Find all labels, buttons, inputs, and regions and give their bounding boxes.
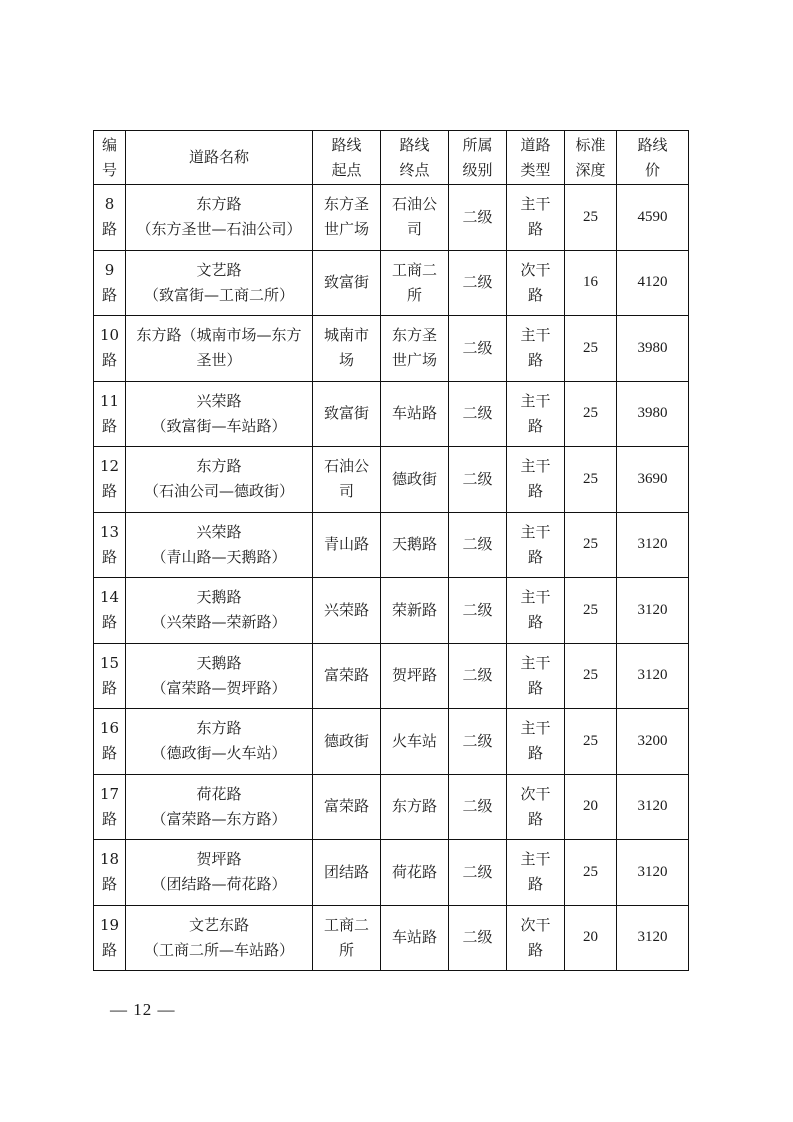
cell-start	[313, 578, 381, 644]
cell-end-line: 贺坪路	[391, 666, 437, 685]
header-road-name	[126, 131, 313, 185]
header-road-type	[507, 131, 565, 185]
cell-level: 二级	[449, 709, 507, 775]
cell-road-type-line: 路	[527, 547, 543, 566]
cell-start	[313, 643, 381, 709]
table-row	[94, 774, 689, 840]
cell-road-name	[126, 643, 313, 709]
cell-road-type-line: 主干	[520, 850, 551, 869]
cell-road-name-line: （兴荣路—荣新路）	[151, 613, 287, 632]
cell-road-type-line: 主干	[520, 391, 551, 410]
cell-end-line: 天鹅路	[391, 535, 437, 554]
cell-road-type-line: 路	[527, 809, 543, 828]
header-price	[617, 131, 689, 185]
cell-end-line: 世广场	[391, 351, 437, 370]
header-depth-line: 标准	[575, 135, 606, 154]
cell-end-line: 工商二	[391, 260, 437, 279]
cell-road-name-line: （东方圣世—石油公司）	[136, 220, 302, 239]
header-depth-line: 深度	[575, 160, 606, 179]
header-road-name-line: 道路名称	[188, 148, 249, 166]
cell-end	[381, 643, 449, 709]
cell-price: 3120	[617, 512, 689, 578]
cell-start	[313, 381, 381, 447]
cell-price: 3120	[617, 578, 689, 644]
cell-level: 二级	[449, 250, 507, 316]
cell-depth: 20	[565, 774, 617, 840]
cell-end-line: 车站路	[391, 928, 437, 947]
cell-level: 二级	[449, 512, 507, 578]
cell-start	[313, 250, 381, 316]
cell-end-line: 荣新路	[391, 600, 437, 619]
header-road-type-line: 类型	[520, 160, 551, 179]
cell-number-line: 11	[99, 391, 120, 410]
cell-road-name-line: （青山路—天鹅路）	[151, 547, 287, 566]
cell-road-type-line: 路	[527, 613, 543, 632]
table-row	[94, 381, 689, 447]
cell-road-type-line: 次干	[520, 260, 551, 279]
cell-number-line: 13	[99, 522, 120, 541]
header-price-line: 价	[644, 160, 660, 179]
cell-level: 二级	[449, 774, 507, 840]
table-row	[94, 643, 689, 709]
cell-end-line: 石油公	[391, 195, 437, 214]
header-end-line: 终点	[399, 160, 430, 179]
cell-road-name-line: （致富街—工商二所）	[143, 285, 294, 304]
cell-start	[313, 709, 381, 775]
cell-level: 二级	[449, 905, 507, 971]
cell-depth: 25	[565, 447, 617, 513]
cell-start-line: 团结路	[323, 862, 369, 881]
cell-end	[381, 512, 449, 578]
cell-start	[313, 774, 381, 840]
cell-price: 3120	[617, 905, 689, 971]
cell-level: 二级	[449, 381, 507, 447]
cell-road-type	[507, 709, 565, 775]
cell-start-line: 致富街	[323, 273, 369, 292]
cell-level: 二级	[449, 643, 507, 709]
cell-road-name-line: 东方路	[196, 457, 242, 476]
header-number	[94, 131, 126, 185]
cell-depth: 25	[565, 643, 617, 709]
cell-start	[313, 512, 381, 578]
cell-level: 二级	[449, 185, 507, 251]
cell-level: 二级	[449, 447, 507, 513]
cell-number-line: 9	[104, 260, 115, 279]
cell-road-type-line: 主干	[520, 588, 551, 607]
cell-price: 3980	[617, 381, 689, 447]
cell-end-line: 火车站	[391, 731, 437, 750]
cell-road-type-line: 路	[527, 351, 543, 370]
cell-depth: 20	[565, 905, 617, 971]
cell-number	[94, 250, 126, 316]
cell-road-name	[126, 840, 313, 906]
header-level-line: 级别	[462, 160, 493, 179]
header-depth	[565, 131, 617, 185]
table-row	[94, 185, 689, 251]
cell-end-line: 德政街	[391, 469, 437, 488]
cell-number-line: 12	[99, 457, 120, 476]
cell-price: 3120	[617, 643, 689, 709]
cell-road-name-line: 圣世）	[196, 351, 242, 370]
cell-road-name	[126, 905, 313, 971]
cell-start-line: 场	[338, 351, 354, 370]
cell-depth: 25	[565, 578, 617, 644]
cell-start-line: 所	[338, 940, 354, 959]
table-header-row	[94, 131, 689, 185]
cell-level: 二级	[449, 316, 507, 382]
cell-road-name-line: （德政街—火车站）	[151, 744, 287, 763]
cell-start-line: 石油公	[323, 457, 369, 476]
cell-price: 4120	[617, 250, 689, 316]
cell-start	[313, 905, 381, 971]
cell-road-type-line: 主干	[520, 457, 551, 476]
header-level	[449, 131, 507, 185]
header-road-type-line: 道路	[520, 135, 551, 154]
cell-number-line: 路	[101, 547, 117, 566]
cell-number-line: 8	[104, 195, 115, 214]
cell-road-type	[507, 578, 565, 644]
cell-start-line: 青山路	[323, 535, 369, 554]
cell-road-name-line: 兴荣路	[196, 391, 242, 410]
cell-start-line: 富荣路	[323, 797, 369, 816]
cell-end	[381, 447, 449, 513]
header-price-line: 路线	[637, 135, 668, 154]
cell-depth: 25	[565, 512, 617, 578]
cell-road-type-line: 主干	[520, 195, 551, 214]
cell-end	[381, 905, 449, 971]
cell-price: 3690	[617, 447, 689, 513]
cell-number-line: 17	[99, 784, 120, 803]
cell-road-type-line: 路	[527, 744, 543, 763]
cell-road-type	[507, 185, 565, 251]
cell-number	[94, 381, 126, 447]
cell-road-name	[126, 512, 313, 578]
cell-number	[94, 643, 126, 709]
cell-road-name-line: 兴荣路	[196, 522, 242, 541]
table-row	[94, 316, 689, 382]
cell-number	[94, 578, 126, 644]
cell-road-name-line: （富荣路—东方路）	[151, 809, 287, 828]
table-body	[94, 185, 689, 971]
header-start-line: 起点	[331, 160, 362, 179]
cell-end-line: 所	[406, 285, 422, 304]
cell-road-type	[507, 840, 565, 906]
cell-road-name-line: 贺坪路	[196, 850, 242, 869]
cell-number	[94, 316, 126, 382]
cell-number-line: 路	[101, 809, 117, 828]
cell-road-type-line: 路	[527, 416, 543, 435]
header-number-line: 编	[101, 135, 117, 154]
cell-number-line: 路	[101, 416, 117, 435]
cell-road-name	[126, 381, 313, 447]
cell-depth: 25	[565, 316, 617, 382]
cell-road-name	[126, 709, 313, 775]
cell-end-line: 司	[406, 220, 422, 239]
header-end-line: 路线	[399, 135, 430, 154]
cell-start-line: 富荣路	[323, 666, 369, 685]
cell-end	[381, 250, 449, 316]
cell-start-line: 工商二	[323, 915, 369, 934]
cell-road-type-line: 路	[527, 220, 543, 239]
table-row	[94, 447, 689, 513]
road-price-table	[93, 130, 689, 971]
header-number-line: 号	[101, 160, 117, 179]
cell-level: 二级	[449, 578, 507, 644]
cell-road-type-line: 路	[527, 482, 543, 501]
cell-road-name-line: 天鹅路	[196, 653, 242, 672]
cell-road-type-line: 主干	[520, 326, 551, 345]
cell-road-type-line: 路	[527, 285, 543, 304]
cell-number-line: 16	[99, 719, 120, 738]
cell-road-type	[507, 447, 565, 513]
table-row	[94, 578, 689, 644]
cell-end	[381, 381, 449, 447]
table-row	[94, 512, 689, 578]
cell-start	[313, 447, 381, 513]
cell-end	[381, 774, 449, 840]
cell-number	[94, 840, 126, 906]
cell-end	[381, 709, 449, 775]
cell-number-line: 18	[99, 850, 120, 869]
cell-number-line: 15	[99, 653, 120, 672]
cell-start-line: 东方圣	[323, 195, 369, 214]
header-start-line: 路线	[331, 135, 362, 154]
cell-road-type	[507, 250, 565, 316]
cell-number-line: 路	[101, 482, 117, 501]
cell-level: 二级	[449, 840, 507, 906]
cell-road-name-line: 荷花路	[196, 784, 242, 803]
cell-road-name-line: 文艺东路	[188, 915, 249, 934]
header-start	[313, 131, 381, 185]
cell-price: 3120	[617, 774, 689, 840]
table-row	[94, 250, 689, 316]
cell-number-line: 路	[101, 220, 117, 239]
table-row	[94, 840, 689, 906]
cell-road-type	[507, 905, 565, 971]
header-level-line: 所属	[462, 135, 493, 154]
cell-road-type	[507, 643, 565, 709]
cell-road-type-line: 路	[527, 940, 543, 959]
cell-road-name-line: 东方路（城南市场—东方	[136, 326, 302, 345]
cell-road-type-line: 主干	[520, 719, 551, 738]
cell-road-name	[126, 250, 313, 316]
cell-road-name	[126, 774, 313, 840]
cell-road-name	[126, 185, 313, 251]
cell-number-line: 路	[101, 285, 117, 304]
cell-depth: 25	[565, 381, 617, 447]
cell-road-name	[126, 447, 313, 513]
cell-road-type	[507, 512, 565, 578]
cell-number-line: 路	[101, 678, 117, 697]
cell-road-name-line: 东方路	[196, 195, 242, 214]
table-row	[94, 905, 689, 971]
cell-depth: 25	[565, 840, 617, 906]
cell-road-name-line: （致富街—车站路）	[151, 416, 287, 435]
cell-road-type-line: 路	[527, 678, 543, 697]
cell-end	[381, 316, 449, 382]
cell-number-line: 路	[101, 351, 117, 370]
cell-end	[381, 840, 449, 906]
cell-road-name-line: （团结路—荷花路）	[151, 875, 287, 894]
cell-price: 4590	[617, 185, 689, 251]
cell-road-type-line: 主干	[520, 522, 551, 541]
cell-number	[94, 447, 126, 513]
cell-road-type-line: 主干	[520, 653, 551, 672]
cell-depth: 25	[565, 185, 617, 251]
cell-start-line: 司	[338, 482, 354, 501]
cell-road-type	[507, 316, 565, 382]
cell-start	[313, 316, 381, 382]
cell-number-line: 路	[101, 744, 117, 763]
cell-number	[94, 709, 126, 775]
cell-road-name-line: 天鹅路	[196, 588, 242, 607]
cell-number-line: 10	[99, 326, 120, 345]
cell-number	[94, 512, 126, 578]
cell-start-line: 德政街	[323, 731, 369, 750]
cell-road-name-line: （石油公司—德政街）	[143, 482, 294, 501]
cell-end-line: 车站路	[391, 404, 437, 423]
header-end	[381, 131, 449, 185]
cell-end-line: 荷花路	[391, 862, 437, 881]
cell-road-name-line: 东方路	[196, 719, 242, 738]
cell-start	[313, 840, 381, 906]
cell-depth: 16	[565, 250, 617, 316]
cell-end	[381, 185, 449, 251]
cell-road-name	[126, 316, 313, 382]
page-number: — 12 —	[110, 1000, 176, 1019]
cell-start-line: 致富街	[323, 404, 369, 423]
cell-road-name-line: （富荣路—贺坪路）	[151, 678, 287, 697]
cell-road-type	[507, 381, 565, 447]
table-row	[94, 709, 689, 775]
cell-road-name-line: 文艺路	[196, 260, 242, 279]
cell-number	[94, 185, 126, 251]
cell-start-line: 城南市	[323, 326, 369, 345]
cell-number	[94, 774, 126, 840]
cell-end-line: 东方路	[391, 797, 437, 816]
cell-price: 3980	[617, 316, 689, 382]
cell-depth: 25	[565, 709, 617, 775]
cell-end-line: 东方圣	[391, 326, 437, 345]
cell-number	[94, 905, 126, 971]
cell-road-name-line: （工商二所—车站路）	[143, 940, 294, 959]
cell-road-type-line: 次干	[520, 915, 551, 934]
cell-road-type-line: 路	[527, 875, 543, 894]
cell-number-line: 14	[99, 588, 120, 607]
cell-start-line: 兴荣路	[323, 600, 369, 619]
cell-start-line: 世广场	[323, 220, 369, 239]
cell-road-type	[507, 774, 565, 840]
cell-number-line: 路	[101, 613, 117, 632]
cell-road-name	[126, 578, 313, 644]
cell-price: 3120	[617, 840, 689, 906]
cell-number-line: 路	[101, 940, 117, 959]
cell-price: 3200	[617, 709, 689, 775]
cell-start	[313, 185, 381, 251]
cell-number-line: 路	[101, 875, 117, 894]
cell-end	[381, 578, 449, 644]
cell-road-type-line: 次干	[520, 784, 551, 803]
cell-number-line: 19	[99, 915, 120, 934]
